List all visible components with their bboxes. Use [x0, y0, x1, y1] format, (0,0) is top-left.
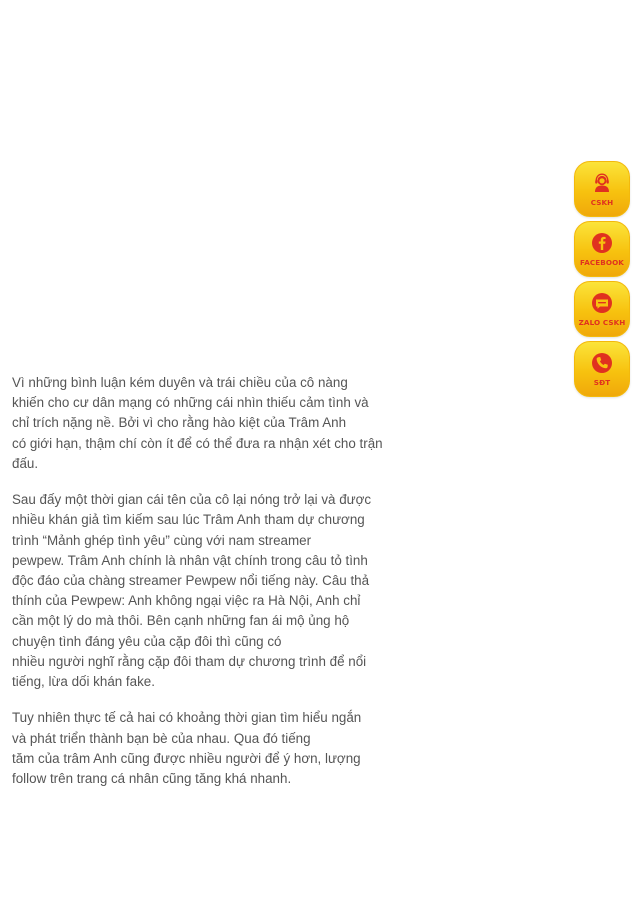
phone-icon: [591, 352, 613, 374]
text-line: đấu.: [12, 455, 39, 471]
text-line: khiến cho cư dân mạng có những cái nhìn thiếu cảm tình và: [12, 395, 369, 411]
cskh-label: CSKH: [590, 198, 614, 207]
text-line: chuyện tình đáng yêu của cặp đôi thì cũng có: [12, 633, 282, 649]
text-line: thính của Pewpew: Anh không ngại việc ra Hà Nội, Anh chỉ: [12, 593, 361, 609]
zalo-cskh-button[interactable]: [574, 281, 630, 337]
article-paragraph-3: [12, 708, 384, 789]
article-paragraph-1: [12, 373, 384, 474]
text-line: nhiều người nghĩ rằng cặp đôi tham dự chương trình để nổi: [12, 653, 367, 669]
text-line: Tuy nhiên thực tế cả hai có khoảng thời gian tìm hiểu ngắn: [12, 710, 362, 726]
article-body: [12, 373, 384, 805]
text-line: trình “Mảnh ghép tình yêu” cùng với nam streamer: [12, 532, 312, 548]
article-paragraph-2: [12, 490, 384, 692]
text-line: có giới hạn, thậm chí còn ít để có thể đưa ra nhận xét cho trận: [12, 435, 383, 451]
text-line: Sau đấy một thời gian cái tên của cô lại nóng trở lại và được: [12, 492, 372, 508]
text-line: nhiều khán giả tìm kiếm sau lúc Trâm Anh tham dự chương: [12, 512, 365, 528]
support-agent-icon: [591, 172, 613, 194]
text-line: độc đáo của chàng streamer Pewpew nổi tiếng này. Câu thả: [12, 573, 370, 589]
text-line: cần một lý do mà thôi. Bên cạnh những fan ái mộ ủng hộ: [12, 613, 350, 629]
phone-label: SĐT: [593, 378, 611, 387]
text-line: chỉ trích nặng nề. Bởi vì cho rằng hào kiệt của Trâm Anh: [12, 415, 347, 431]
facebook-label: FACEBOOK: [580, 258, 624, 267]
text-line: pewpew. Trâm Anh chính là nhân vật chính trong câu tỏ tình: [12, 552, 368, 568]
cskh-button[interactable]: [574, 161, 630, 217]
facebook-button[interactable]: [574, 221, 630, 277]
text-line: tiếng, lừa dối khán fake.: [12, 674, 155, 690]
facebook-icon: [591, 232, 613, 254]
text-line: Vì những bình luận kém duyên và trái chiều của cô nàng: [12, 375, 348, 390]
floating-contact-bar: [574, 161, 630, 401]
text-line: tăm của trâm Anh cũng được nhiều người để ý hơn, lượng: [12, 750, 361, 766]
zalo-cskh-label: ZALO CSKH: [578, 318, 626, 327]
text-line: và phát triển thành bạn bè của nhau. Qua đó tiếng: [12, 730, 311, 746]
phone-button[interactable]: [574, 341, 630, 397]
zalo-chat-icon: [591, 292, 613, 314]
text-line: follow trên trang cá nhân cũng tăng khá nhanh.: [12, 771, 292, 787]
